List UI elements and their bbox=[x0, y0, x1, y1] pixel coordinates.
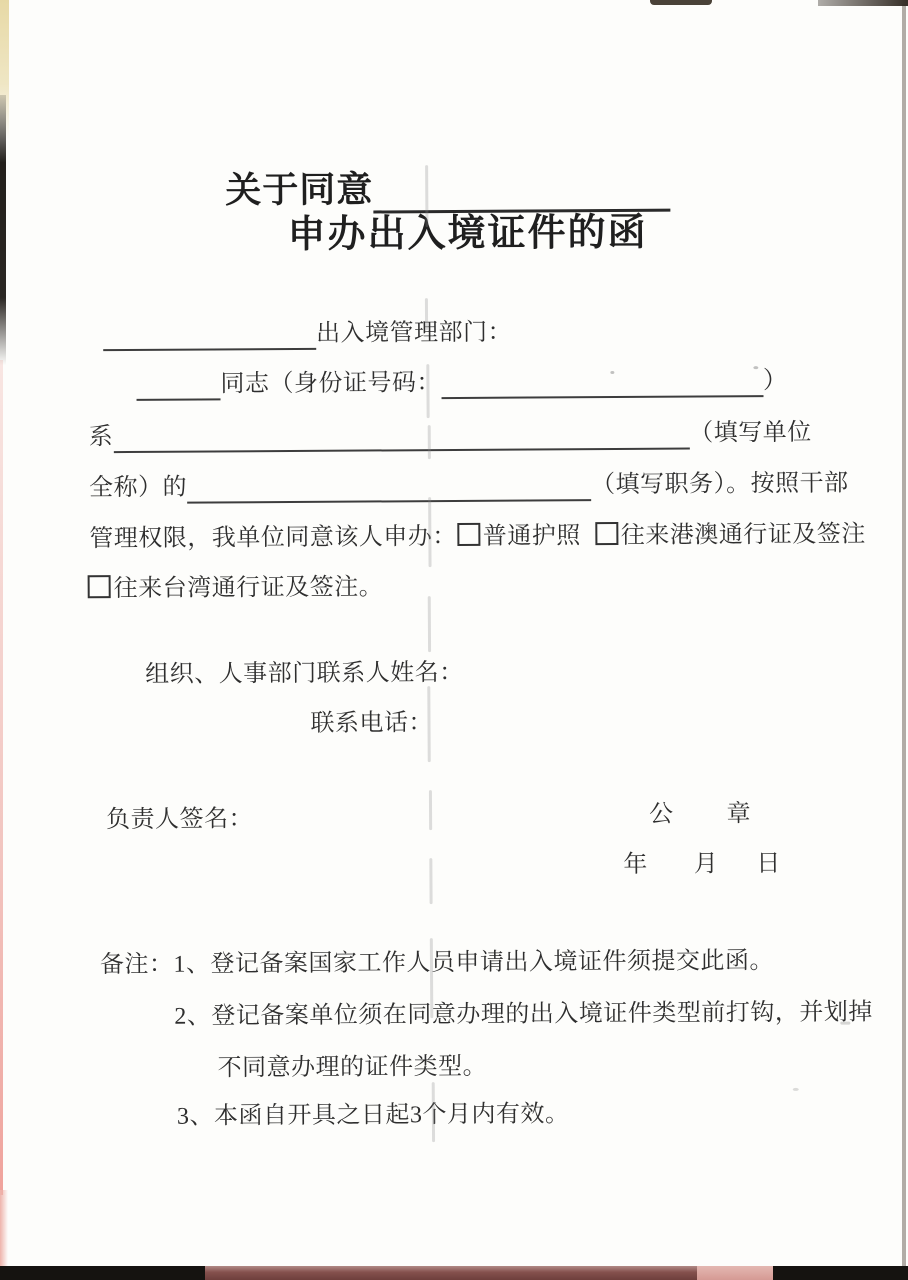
blank-position-field bbox=[187, 475, 591, 503]
checkbox-hk-macau-permit bbox=[595, 522, 618, 545]
date-year-label: 年 bbox=[623, 851, 648, 878]
scan-edge-top-right-smudge bbox=[818, 0, 908, 6]
note-line-1 bbox=[100, 946, 774, 981]
note-1-text: 1、登记备案国家工作人员申请出入境证件须提交此函。 bbox=[173, 948, 775, 978]
scan-speck bbox=[610, 371, 614, 374]
title-line1-text: 关于同意 bbox=[225, 168, 374, 211]
scan-edge-left-dark bbox=[0, 95, 6, 365]
scan-speck bbox=[793, 1088, 799, 1091]
recipient-label: 出入境管理部门： bbox=[316, 319, 513, 347]
approval-line2 bbox=[88, 572, 384, 605]
position-hint: （填写职务）。按照干部 bbox=[590, 470, 849, 499]
unit-hint: （填写单位 bbox=[689, 419, 812, 447]
scan-speck bbox=[753, 366, 758, 369]
blank-unit-name-field bbox=[113, 424, 689, 454]
unit-prefix: 系 bbox=[88, 424, 114, 451]
fold-crease bbox=[428, 596, 431, 652]
scan-edge-right-line bbox=[902, 4, 906, 1266]
checkbox-taiwan-permit bbox=[88, 575, 111, 598]
date-day-label: 日 bbox=[756, 851, 781, 878]
signer-label: 负责人签名： bbox=[106, 806, 254, 834]
approval-line bbox=[89, 519, 866, 555]
checkbox-taiwan-permit-label: 往来台湾通行证及签注 bbox=[113, 574, 359, 603]
fold-crease bbox=[425, 298, 428, 330]
recipient-line bbox=[103, 318, 512, 352]
comrade-line bbox=[136, 366, 787, 401]
scan-edge-top-smudge bbox=[650, 0, 712, 5]
seal-line bbox=[649, 799, 751, 831]
approval-period: 。 bbox=[358, 574, 384, 601]
fold-crease bbox=[430, 938, 433, 1018]
fold-crease bbox=[427, 686, 430, 762]
checkbox-hk-macau-permit-label: 往来港澳通行证及签注 bbox=[620, 521, 866, 549]
seal-char-1: 公 bbox=[648, 801, 674, 828]
fold-crease bbox=[428, 425, 431, 459]
note-line-3 bbox=[177, 1099, 570, 1133]
scan-edge-bottom-pink bbox=[697, 1266, 773, 1280]
note-2-continued-text: 不同意办理的证件类型。 bbox=[217, 1053, 488, 1082]
scan-speck bbox=[840, 1022, 850, 1025]
blank-title-name-field bbox=[373, 172, 670, 213]
fold-crease bbox=[428, 497, 431, 567]
date-line bbox=[623, 849, 781, 881]
seal-char-2: 章 bbox=[726, 801, 752, 828]
position-prefix: 全称）的 bbox=[88, 474, 188, 502]
fold-crease bbox=[429, 790, 432, 830]
position-line bbox=[89, 469, 849, 505]
blank-recipient-field bbox=[103, 324, 316, 351]
comrade-close-paren: ） bbox=[762, 367, 788, 395]
document-title-line1 bbox=[225, 165, 670, 215]
scan-edge-left-pink-wedge bbox=[0, 1190, 8, 1266]
fold-crease bbox=[429, 858, 432, 904]
note-line-2 bbox=[174, 997, 873, 1032]
signer-line bbox=[106, 804, 253, 836]
fold-crease bbox=[425, 165, 428, 227]
contact-phone-label: 联系电话： bbox=[310, 710, 434, 737]
note-2-text: 2、登记备案单位须在同意办理的出入境证件类型前打钩，并划掉 bbox=[174, 999, 873, 1030]
blank-comrade-name-field bbox=[136, 375, 220, 402]
fold-crease bbox=[432, 1082, 435, 1142]
checkbox-ordinary-passport bbox=[457, 523, 480, 546]
checkbox-ordinary-passport-label: 普通护照 bbox=[482, 523, 581, 550]
contact-name-line bbox=[145, 658, 464, 691]
note-3-text: 3、本函自开具之日起3个月内有效。 bbox=[176, 1101, 570, 1130]
fold-crease bbox=[426, 364, 429, 418]
notes-label: 备注： bbox=[99, 951, 174, 979]
note-line-2-continued bbox=[218, 1052, 488, 1085]
comrade-label: 同志（身份证号码： bbox=[220, 370, 442, 398]
date-month-label: 月 bbox=[693, 851, 719, 878]
scan-edge-bottom-rose bbox=[205, 1266, 697, 1280]
document-title-line2 bbox=[287, 209, 647, 261]
contact-name-label: 组织、人事部门联系人姓名： bbox=[145, 659, 464, 688]
title-line2-text: 申办出入境证件的函 bbox=[287, 211, 648, 257]
blank-id-number-field bbox=[441, 371, 763, 399]
unit-line bbox=[89, 418, 812, 454]
contact-phone-line bbox=[310, 708, 433, 740]
approval-prefix: 管理权限，我单位同意该人申办： bbox=[89, 523, 457, 553]
scan-edge-left-pink bbox=[0, 360, 3, 1195]
